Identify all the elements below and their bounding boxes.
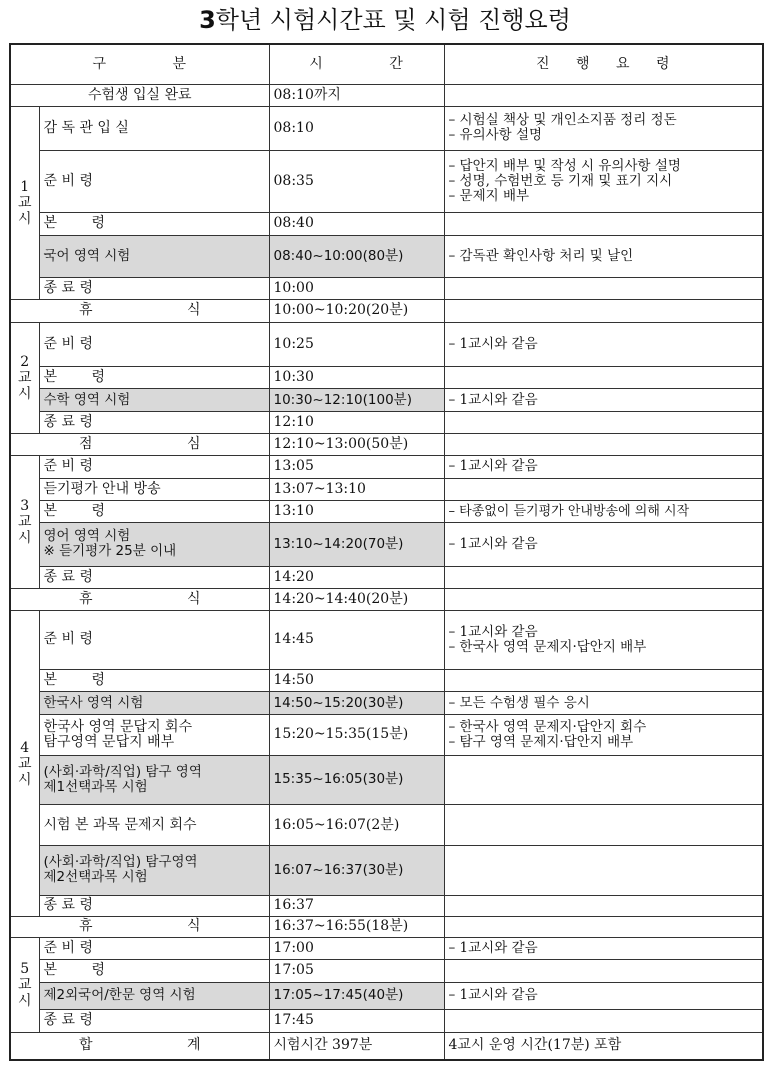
table-row-exam (10, 691, 763, 714)
exam-item: 영어 영역 시험 ※ 듣기평가 25분 이내 (39, 523, 269, 567)
period-label-3: 3 교 시 (10, 456, 39, 589)
total-note: 4교시 운영 시간(17분) 포함 (444, 1032, 763, 1060)
exam-item: (사회·과학/직업) 탐구영역 제2선택과목 시험 (39, 845, 269, 895)
row-note (444, 478, 763, 500)
exam-time: 17:05~17:45(40분) (269, 982, 444, 1010)
row-item: 본 령 (39, 669, 269, 691)
table-row-exam (10, 235, 763, 277)
row-note (444, 669, 763, 691)
table-row (10, 1010, 763, 1032)
row-item: 종 료 령 (39, 277, 269, 299)
exam-item: 한국사 영역 시험 (39, 691, 269, 714)
row-item: 휴 식 (10, 300, 269, 322)
period-label-2: 2 교 시 (10, 322, 39, 433)
row-note: – 1교시와 같음 (444, 982, 763, 1010)
exam-item: (사회·과학/직업) 탐구 영역 제1선택과목 시험 (39, 755, 269, 805)
table-row-total (10, 1032, 763, 1060)
table-row-entry (10, 84, 763, 106)
row-time: 16:37~16:55(18분) (269, 916, 444, 937)
row-time: 14:20~14:40(20분) (269, 588, 444, 610)
exam-item: 제2외국어/한문 영역 시험 (39, 982, 269, 1010)
row-time: 14:20 (269, 566, 444, 588)
exam-time: 15:35~16:05(30분) (269, 755, 444, 805)
row-item: 종 료 령 (39, 1010, 269, 1032)
row-note (444, 367, 763, 389)
row-time: 17:45 (269, 1010, 444, 1032)
row-item: 준 비 령 (39, 322, 269, 367)
table-row-exam (10, 389, 763, 411)
table-row (10, 669, 763, 691)
table-row (10, 456, 763, 478)
row-note: – 1교시와 같음 – 한국사 영역 문제지·답안지 배부 (444, 611, 763, 669)
total-time: 시험시간 397분 (269, 1032, 444, 1060)
title-text: 학년 시험시간표 및 시험 진행요령 (215, 6, 571, 34)
row-note (444, 300, 763, 322)
row-note (444, 805, 763, 845)
table-row-exam (10, 982, 763, 1010)
exam-time: 13:10~14:20(70분) (269, 523, 444, 567)
row-note: – 1교시와 같음 (444, 456, 763, 478)
row-note (444, 411, 763, 433)
row-note: – 1교시와 같음 (444, 523, 763, 567)
row-time: 12:10 (269, 411, 444, 433)
row-time: 13:05 (269, 456, 444, 478)
row-time: 10:25 (269, 322, 444, 367)
row-time: 13:10 (269, 500, 444, 522)
row-time: 13:07~13:10 (269, 478, 444, 500)
table-row (10, 611, 763, 669)
row-note: – 한국사 영역 문제지·답안지 회수 – 탐구 영역 문제지·답안지 배부 (444, 715, 763, 755)
row-time: 14:45 (269, 611, 444, 669)
row-item: 준 비 령 (39, 456, 269, 478)
row-item: 준 비 령 (39, 150, 269, 213)
row-time: 10:00 (269, 277, 444, 299)
row-note (444, 1010, 763, 1032)
row-note (444, 916, 763, 937)
row-time: 16:37 (269, 895, 444, 916)
exam-item: 수학 영역 시험 (39, 389, 269, 411)
row-time: 08:35 (269, 150, 444, 213)
table-row (10, 500, 763, 522)
table-row (10, 107, 763, 151)
row-item: 종 료 령 (39, 895, 269, 916)
row-item: 본 령 (39, 213, 269, 235)
table-row-break (10, 588, 763, 610)
exam-time: 08:40~10:00(80분) (269, 235, 444, 277)
period-label-5: 5 교 시 (10, 938, 39, 1032)
row-time: 12:10~13:00(50분) (269, 433, 444, 455)
page-title (0, 0, 770, 40)
row-note: – 1교시와 같음 (444, 322, 763, 367)
header-procedure: 진 행 요 령 (444, 44, 763, 84)
row-item: 점 심 (10, 433, 269, 455)
table-row (10, 213, 763, 235)
row-note (444, 895, 763, 916)
row-time: 14:50 (269, 669, 444, 691)
row-note (444, 845, 763, 895)
table-row-break (10, 916, 763, 937)
row-time: 08:10 (269, 107, 444, 151)
table-row (10, 566, 763, 588)
row-time: 08:40 (269, 213, 444, 235)
row-note: – 답안지 배부 및 작성 시 유의사항 설명 – 성명, 수험번호 등 기재 및 표기 지시 – 문제지 배부 (444, 150, 763, 213)
row-item: 수험생 입실 완료 (10, 84, 269, 106)
table-row (10, 277, 763, 299)
row-item: 감 독 관 입 실 (39, 107, 269, 151)
row-item: 시험 본 과목 문제지 회수 (39, 805, 269, 845)
row-note: – 타종없이 듣기평가 안내방송에 의해 시작 (444, 500, 763, 522)
row-time: 17:05 (269, 960, 444, 982)
table-row-break (10, 300, 763, 322)
row-note (444, 84, 763, 106)
row-item: 준 비 령 (39, 611, 269, 669)
row-item: 듣기평가 안내 방송 (39, 478, 269, 500)
row-time: 10:00~10:20(20분) (269, 300, 444, 322)
row-item: 휴 식 (10, 588, 269, 610)
row-note: – 모든 수험생 필수 응시 (444, 691, 763, 714)
table-row (10, 895, 763, 916)
total-label: 합 계 (10, 1032, 269, 1060)
row-item: 휴 식 (10, 916, 269, 937)
table-row (10, 715, 763, 755)
row-note (444, 213, 763, 235)
period-label-1: 1 교 시 (10, 107, 39, 300)
row-item: 종 료 령 (39, 411, 269, 433)
exam-time: 14:50~15:20(30분) (269, 691, 444, 714)
table-row (10, 805, 763, 845)
row-note (444, 755, 763, 805)
table-row-exam (10, 755, 763, 805)
table-row (10, 411, 763, 433)
title-grade-number: 3 (199, 6, 216, 34)
table-row (10, 960, 763, 982)
row-note: – 감독관 확인사항 처리 및 날인 (444, 235, 763, 277)
schedule-table (9, 43, 764, 1061)
table-row (10, 478, 763, 500)
row-time: 08:10까지 (269, 84, 444, 106)
row-item: 준 비 령 (39, 938, 269, 960)
table-row (10, 367, 763, 389)
row-time: 16:05~16:07(2분) (269, 805, 444, 845)
header-category: 구 분 (10, 44, 269, 84)
table-row (10, 150, 763, 213)
row-time: 17:00 (269, 938, 444, 960)
row-item: 본 령 (39, 500, 269, 522)
exam-time: 10:30~12:10(100분) (269, 389, 444, 411)
exam-time: 16:07~16:37(30분) (269, 845, 444, 895)
row-note: – 1교시와 같음 (444, 938, 763, 960)
exam-item: 국어 영역 시험 (39, 235, 269, 277)
table-header-row (10, 44, 763, 84)
row-note (444, 277, 763, 299)
row-time: 15:20~15:35(15분) (269, 715, 444, 755)
row-note (444, 588, 763, 610)
row-note: – 시험실 책상 및 개인소지품 정리 정돈 – 유의사항 설명 (444, 107, 763, 151)
table-row (10, 322, 763, 367)
row-item: 한국사 영역 문답지 회수 탐구영역 문답지 배부 (39, 715, 269, 755)
row-note (444, 960, 763, 982)
period-label-4: 4 교 시 (10, 611, 39, 917)
row-time: 10:30 (269, 367, 444, 389)
table-row-exam (10, 845, 763, 895)
table-row-lunch (10, 433, 763, 455)
row-item: 본 령 (39, 367, 269, 389)
table-row (10, 938, 763, 960)
header-time: 시 간 (269, 44, 444, 84)
row-note (444, 566, 763, 588)
row-note: – 1교시와 같음 (444, 389, 763, 411)
table-row-exam (10, 523, 763, 567)
row-item: 본 령 (39, 960, 269, 982)
row-item: 종 료 령 (39, 566, 269, 588)
row-note (444, 433, 763, 455)
